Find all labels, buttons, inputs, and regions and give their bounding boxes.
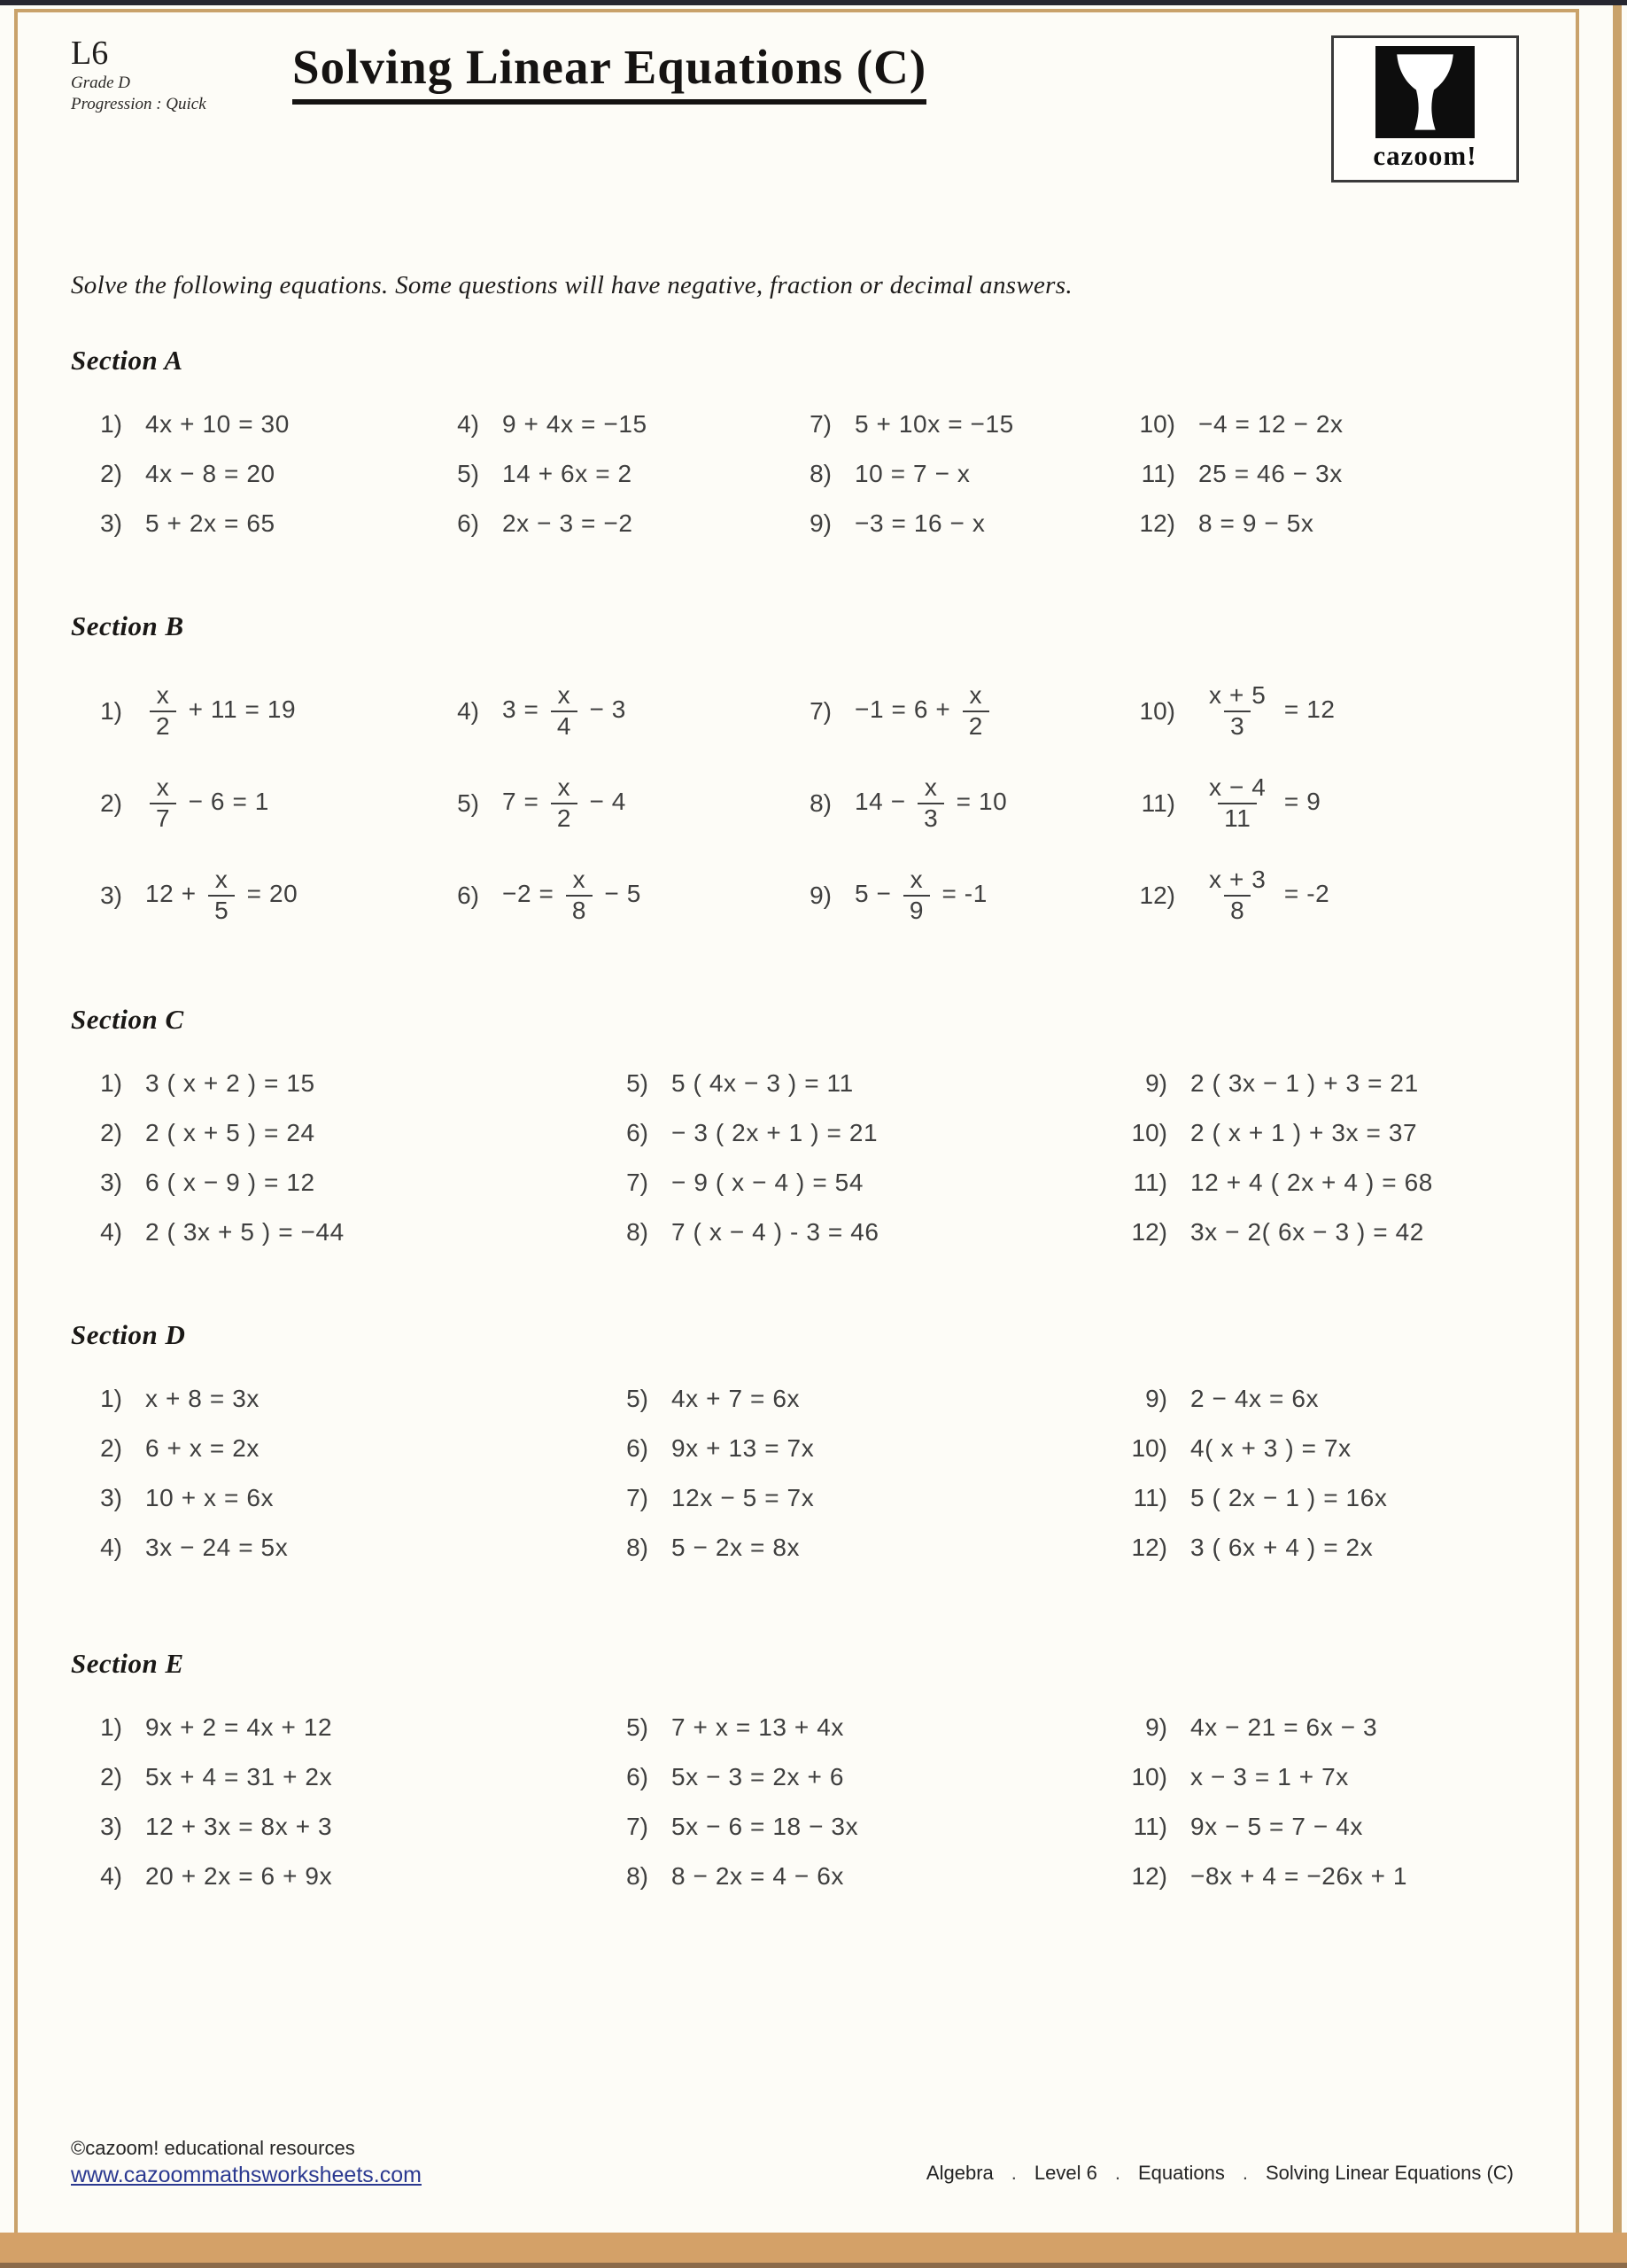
section-c [71,1004,1519,1257]
question-number: 7) [626,1484,648,1511]
copyright-text: ©cazoom! educational resources [71,2137,355,2159]
equation: 5 + 10x = −15 [855,410,1014,438]
fraction: $\frac{x}{8}$ [566,866,593,926]
question-number: 6) [626,1119,648,1146]
breadcrumb-item: Equations [1137,2162,1225,2184]
equation: 25 = 46 − 3x [1198,460,1343,487]
breadcrumb-separator: . [1011,2162,1017,2184]
question-number: 11) [1141,460,1175,487]
equation: 8 = 9 − 5x [1198,509,1314,537]
breadcrumb [926,2162,1514,2188]
equation: 12 + $\frac{x}{5}$ = 20 [145,866,298,924]
equation: 4x − 8 = 20 [145,460,275,487]
section-b-questions [71,665,1519,942]
question [1116,1108,1519,1158]
question [71,1802,597,1852]
question [1124,757,1519,850]
question-number: 7) [810,410,832,438]
section-c-questions [71,1059,1519,1257]
bottom-edge-shadow [0,2263,1627,2268]
question [71,1158,597,1208]
header [71,35,1519,183]
question [1124,449,1519,499]
question-number: 10) [1131,1434,1167,1462]
question-number: 11) [1133,1169,1167,1196]
equation: 4( x + 3 ) = 7x [1190,1434,1352,1462]
question-number: 3) [100,1813,122,1840]
question-number: 5) [457,460,479,487]
question-number: 9) [1145,1713,1167,1741]
question-number: 9) [810,509,832,537]
fraction: $\frac{x}{2}$ [551,773,577,834]
question-number: 2) [100,460,122,487]
equation: 20 + 2x = 6 + 9x [145,1862,333,1890]
question [71,850,428,942]
question-number: 1) [100,697,122,725]
equation: $\frac{x}{7}$ − 6 = 1 [145,773,269,834]
question-number: 3) [100,1484,122,1511]
question [71,1523,597,1573]
equation: 7 + x = 13 + 4x [671,1713,845,1741]
cazoom-logo [1331,35,1519,183]
equation: −8x + 4 = −26x + 1 [1190,1862,1408,1890]
question [1116,1374,1519,1424]
question-number: 3) [100,509,122,537]
equation: − 9 ( x − 4 ) = 54 [671,1169,864,1196]
section-d-heading: Section D [71,1319,186,1350]
equation: 3 = $\frac{x}{4}$ − 3 [502,681,626,740]
question [1116,1158,1519,1208]
fraction: $\frac{x}{2}$ [963,681,989,742]
level-code: L6 [71,35,109,72]
question [71,499,428,548]
question-number: 1) [100,410,122,438]
equation: x + 8 = 3x [145,1385,260,1412]
equation: 4x + 7 = 6x [671,1385,801,1412]
sections [71,345,1519,1901]
question [597,1108,1116,1158]
equation: 9 + 4x = −15 [502,410,647,438]
question-number: 10) [1131,1763,1167,1790]
question-number: 2) [100,789,122,817]
equation: 8 − 2x = 4 − 6x [671,1862,845,1890]
question-number: 1) [100,1385,122,1412]
footer [71,2133,1514,2188]
equation: 4x + 10 = 30 [145,410,290,438]
question [71,1208,597,1257]
question-number: 11) [1141,789,1175,817]
equation: 6 + x = 2x [145,1434,260,1462]
question [1116,1424,1519,1473]
question [428,850,780,942]
section-d-questions [71,1374,1519,1573]
equation: 3x − 2( 6x − 3 ) = 42 [1190,1218,1424,1246]
question [597,1208,1116,1257]
equation: 5x + 4 = 31 + 2x [145,1763,333,1790]
equation: 5x − 6 = 18 − 3x [671,1813,859,1840]
top-edge-band [0,0,1627,5]
equation: 2 ( 3x − 1 ) + 3 = 21 [1190,1069,1419,1097]
question [597,1752,1116,1802]
question-number: 1) [100,1713,122,1741]
question-number: 9) [1145,1069,1167,1097]
equation: $\frac{x - 4}{11}$ = 9 [1198,773,1321,834]
question-number: 11) [1133,1484,1167,1511]
section-c-heading: Section C [71,1004,184,1035]
question-number: 2) [100,1763,122,1790]
question-number: 2) [100,1434,122,1462]
equation: 9x − 5 = 7 − 4x [1190,1813,1364,1840]
question-number: 12) [1131,1218,1167,1246]
equation: 7 ( x − 4 ) - 3 = 46 [671,1218,879,1246]
equation: 2 ( x + 1 ) + 3x = 37 [1190,1119,1418,1146]
equation: 9x + 13 = 7x [671,1434,815,1462]
section-e-questions [71,1703,1519,1901]
question [71,449,428,499]
question-number: 10) [1139,697,1175,725]
question [1116,1852,1519,1901]
section-d [71,1319,1519,1573]
question [1116,1473,1519,1523]
question [780,499,1124,548]
equation: 14 + 6x = 2 [502,460,632,487]
question [780,757,1124,850]
fraction: $\frac{x}{2}$ [150,681,176,742]
question-number: 5) [626,1385,648,1412]
section-b-heading: Section B [71,610,184,641]
equation: 2 ( x + 5 ) = 24 [145,1119,315,1146]
section-a-questions [71,400,1519,548]
equation: 6 ( x − 9 ) = 12 [145,1169,315,1196]
page-title: Solving Linear Equations (C) [292,39,926,105]
question-number: 7) [626,1169,648,1196]
question [428,449,780,499]
grade-label: Grade D [71,73,131,92]
question [71,1424,597,1473]
question-number: 4) [457,410,479,438]
question [597,1374,1116,1424]
question [597,1424,1116,1473]
fraction: $\frac{x}{7}$ [150,773,176,834]
question [597,1158,1116,1208]
question-number: 5) [626,1069,648,1097]
question [597,1523,1116,1573]
question-number: 4) [100,1862,122,1890]
question [780,850,1124,942]
fraction: $\frac{x}{4}$ [551,681,577,742]
equation: 2x − 3 = −2 [502,509,633,537]
worksheet-frame [14,9,1579,2256]
fraction: $\frac{x + 3}{8}$ [1209,866,1267,924]
equation: 2 − 4x = 6x [1190,1385,1320,1412]
equation: 3 ( x + 2 ) = 15 [145,1069,315,1097]
fraction: $\frac{x}{3}$ [918,773,944,834]
question [597,1059,1116,1108]
question-number: 7) [810,697,832,725]
equation: 10 + x = 6x [145,1484,275,1511]
instruction-text: Solve the following equations. Some questions will have negative, fraction or decimal answers. [71,271,1073,299]
question [597,1852,1116,1901]
question [71,1752,597,1802]
breadcrumb-item: Solving Linear Equations (C) [1265,2162,1514,2184]
question [1116,1703,1519,1752]
question [1124,499,1519,548]
question-number: 12) [1131,1862,1167,1890]
question-number: 1) [100,1069,122,1097]
question-number: 5) [626,1713,648,1741]
question-number: 9) [810,882,832,909]
question [71,1108,597,1158]
right-edge-band [1613,5,1622,2256]
question-number: 12) [1139,509,1175,537]
equation: 5 ( 2x − 1 ) = 16x [1190,1484,1388,1511]
question-number: 3) [100,882,122,909]
question-number: 5) [457,789,479,817]
equation: 5x − 3 = 2x + 6 [671,1763,845,1790]
equation: 5 + 2x = 65 [145,509,275,537]
equation: −1 = 6 + $\frac{x}{2}$ [855,681,994,742]
question [1116,1752,1519,1802]
question [71,1852,597,1901]
section-e-heading: Section E [71,1648,184,1679]
equation: 2 ( 3x + 5 ) = −44 [145,1218,345,1246]
equation: 9x + 2 = 4x + 12 [145,1713,333,1741]
equation: 12x − 5 = 7x [671,1484,815,1511]
question-number: 7) [626,1813,648,1840]
equation: 10 = 7 − x [855,460,971,487]
question [597,1703,1116,1752]
equation: 12 + 4 ( 2x + 4 ) = 68 [1190,1169,1433,1196]
question [428,499,780,548]
equation: 14 − $\frac{x}{3}$ = 10 [855,773,1008,832]
question [1124,665,1519,757]
equation: 4x − 21 = 6x − 3 [1190,1713,1378,1741]
question [780,665,1124,757]
equation: x − 3 = 1 + 7x [1190,1763,1349,1790]
question [71,1374,597,1424]
question [71,400,428,449]
equation: 5 ( 4x − 3 ) = 11 [671,1069,854,1097]
question-number: 4) [100,1218,122,1246]
question-number: 3) [100,1169,122,1196]
section-a [71,345,1519,548]
equation: 5 − 2x = 8x [671,1534,801,1561]
section-a-heading: Section A [71,345,183,376]
question-number: 2) [100,1119,122,1146]
drum-icon [1375,46,1475,138]
question [1116,1208,1519,1257]
question-number: 11) [1133,1813,1167,1840]
question [428,400,780,449]
equation: $\frac{x + 3}{8}$ = -2 [1198,866,1329,926]
question-number: 8) [626,1862,648,1890]
question-number: 4) [457,697,479,725]
equation: 3 ( 6x + 4 ) = 2x [1190,1534,1374,1561]
question [1116,1802,1519,1852]
question [1124,400,1519,449]
breadcrumb-separator: . [1114,2162,1120,2184]
equation: − 3 ( 2x + 1 ) = 21 [671,1119,879,1146]
question [780,400,1124,449]
breadcrumb-item: Level 6 [1034,2162,1097,2184]
section-b [71,610,1519,942]
question-number: 4) [100,1534,122,1561]
equation: −4 = 12 − 2x [1198,410,1344,438]
fraction: $\frac{x}{5}$ [208,866,235,926]
logo-wordmark: cazoom! [1373,140,1477,171]
fraction: $\frac{x + 5}{3}$ [1209,681,1267,740]
breadcrumb-item: Algebra [926,2162,994,2184]
equation: 5 − $\frac{x}{9}$ = -1 [855,866,988,924]
footer-left [71,2133,422,2188]
question [428,757,780,850]
question-number: 10) [1131,1119,1167,1146]
equation: $\frac{x}{2}$ + 11 = 19 [145,681,296,742]
question-number: 12) [1131,1534,1167,1561]
fraction: $\frac{x - 4}{11}$ [1209,773,1267,832]
question [71,1473,597,1523]
question [71,1059,597,1108]
equation: 12 + 3x = 8x + 3 [145,1813,333,1840]
bottom-edge-band [0,2233,1627,2263]
question [597,1473,1116,1523]
question-number: 8) [810,789,832,817]
question-number: 6) [457,509,479,537]
header-meta [71,35,292,114]
question [1116,1059,1519,1108]
question [71,665,428,757]
question-number: 10) [1139,410,1175,438]
breadcrumb-separator: . [1242,2162,1248,2184]
question-number: 6) [457,882,479,909]
question-number: 9) [1145,1385,1167,1412]
fraction: $\frac{x}{9}$ [903,866,930,926]
question-number: 8) [626,1534,648,1561]
question-number: 6) [626,1763,648,1790]
question-number: 8) [626,1218,648,1246]
equation: −3 = 16 − x [855,509,986,537]
question [597,1802,1116,1852]
question-number: 8) [810,460,832,487]
worksheet-content [18,35,1576,1901]
equation: −2 = $\frac{x}{8}$ − 5 [502,866,641,924]
question [428,665,780,757]
question-number: 6) [626,1434,648,1462]
equation: $\frac{x + 5}{3}$ = 12 [1198,681,1336,742]
equation: 3x − 24 = 5x [145,1534,289,1561]
website-link[interactable]: www.cazoommathsworksheets.com [71,2163,422,2187]
question [1124,850,1519,942]
equation: 7 = $\frac{x}{2}$ − 4 [502,773,626,832]
question [71,757,428,850]
question-number: 12) [1139,882,1175,909]
question [1116,1523,1519,1573]
progression-label: Progression : Quick [71,94,206,113]
question [780,449,1124,499]
question [71,1703,597,1752]
section-e [71,1648,1519,1901]
